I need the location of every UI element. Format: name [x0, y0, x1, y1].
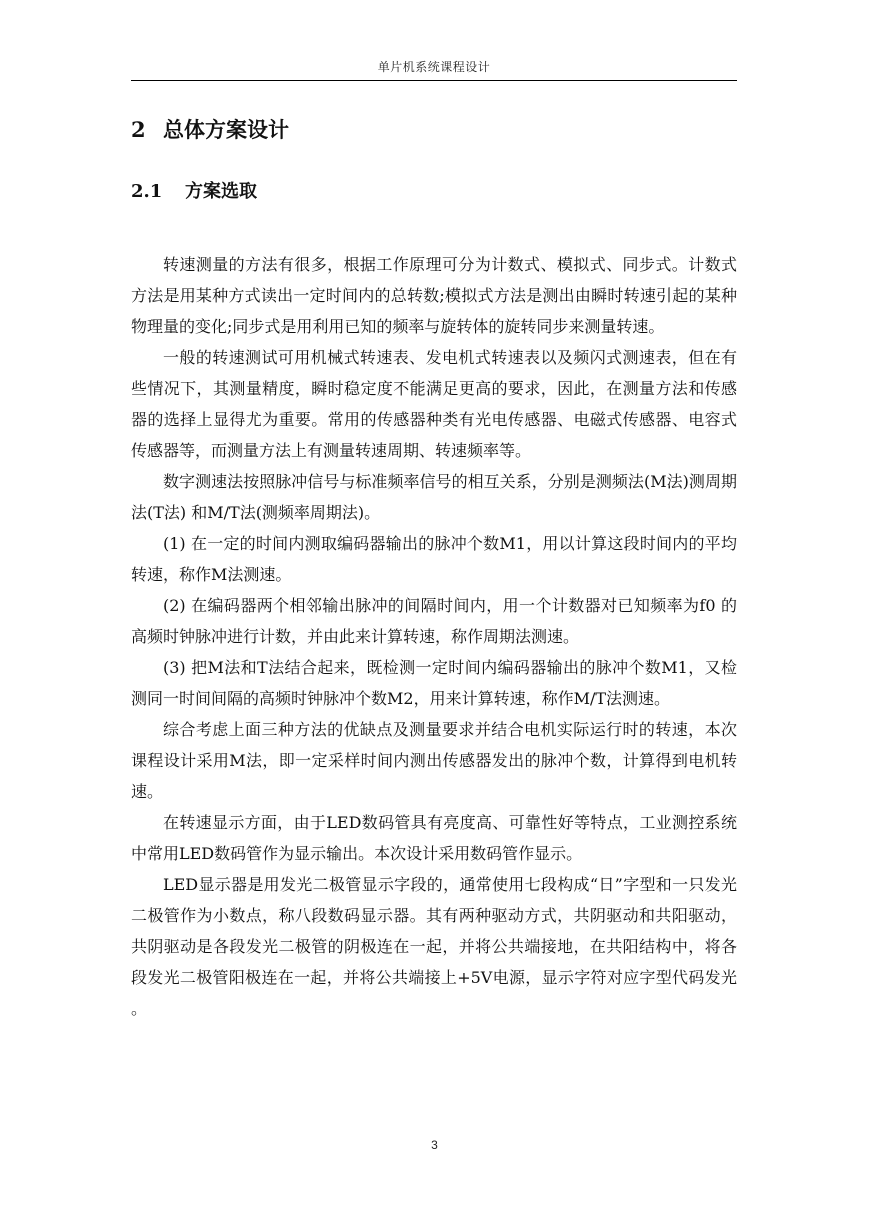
section-heading [131, 177, 257, 203]
paragraph-measurement-methods: 转速测量的方法有很多，根据工作原理可分为计数式、模拟式、同步式。计数式方法是用某种方式读出一定时间内的总转数;模拟式方法是测出由瞬时转速引起的某种物理量的变化;同步式是用利用已知的频率与旋转体的旋转同步来测量转速。 [131, 255, 737, 336]
section-title: 方案选取 [185, 181, 257, 202]
paragraph-m-method: (1) 在一定的时间内测取编码器输出的脉冲个数M1，用以计算这段时间内的平均转速，称作M法测速。 [131, 534, 737, 584]
chapter-heading [131, 114, 289, 144]
paragraph-tachometers-sensors: 一般的转速测试可用机械式转速表、发电机式转速表以及频闪式测速表，但在有些情况下，其测量精度，瞬时稳定度不能满足更高的要求，因此，在测量方法和传感器的选择上显得尤为重要。常用的传感器种类有光电传感器、电磁式传感器、电容式传感器等，而测量方法上有测量转速周期、转速频率等。 [131, 348, 737, 460]
paragraph-display-choice: 在转速显示方面，由于LED数码管具有亮度高、可靠性好等特点，工业测控系统中常用LED数码管作为显示输出。本次设计采用数码管作显示。 [131, 813, 737, 863]
body-text [131, 249, 737, 1024]
chapter-title: 总体方案设计 [163, 117, 289, 142]
section-number: 2.1 [131, 181, 163, 202]
paragraph-digital-methods: 数字测速法按照脉冲信号与标准频率信号的相互关系，分别是测频法(M法)测周期法(T法) 和M/T法(测频率周期法)。 [131, 472, 737, 522]
paragraph-t-method: (2) 在编码器两个相邻输出脉冲的间隔时间内，用一个计数器对已知频率为f0 的高频时钟脉冲进行计数，并由此来计算转速，称作周期法测速。 [131, 596, 737, 646]
paragraph-led-display: LED显示器是用发光二极管显示字段的，通常使用七段构成“日”字型和一只发光二极管作为小数点，称八段数码显示器。其有两种驱动方式，共阴驱动和共阳驱动，共阴驱动是各段发光二极管的阴极连在一起，并将公共端接地，在共阳结构中，将各段发光二极管阳极连在一起，并将公共端接上+5V电源，显示字符对应字型代码发光。 [131, 875, 737, 1018]
header-divider [131, 80, 737, 81]
paragraph-mt-method: (3) 把M法和T法结合起来，既检测一定时间内编码器输出的脉冲个数M1，又检测同一时间间隔的高频时钟脉冲个数M2，用来计算转速，称作M/T法测速。 [131, 658, 737, 708]
page-number: 3 [431, 1138, 438, 1152]
running-header: 单片机系统课程设计 [377, 60, 491, 74]
chapter-number: 2 [131, 117, 146, 142]
paragraph-method-choice: 综合考虑上面三种方法的优缺点及测量要求并结合电机实际运行时的转速，本次课程设计采用M法，即一定采样时间内测出传感器发出的脉冲个数，计算得到电机转速。 [131, 720, 737, 801]
